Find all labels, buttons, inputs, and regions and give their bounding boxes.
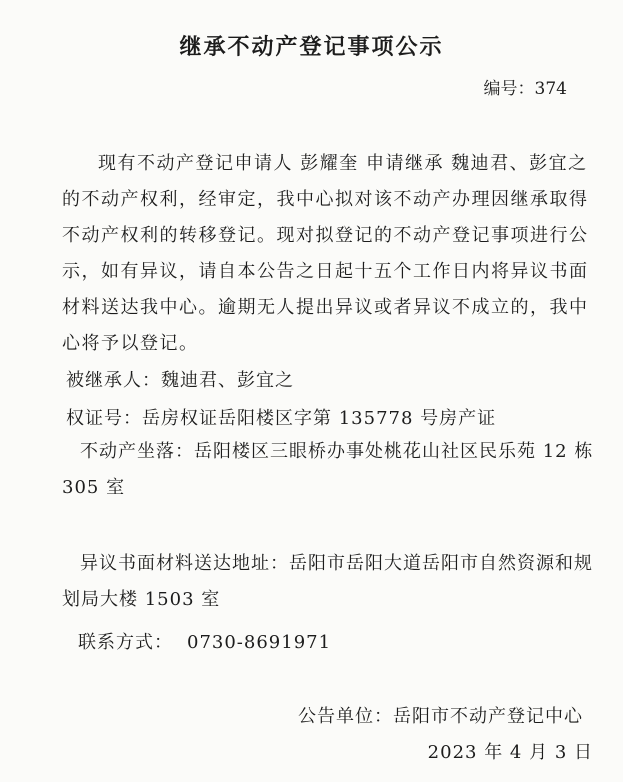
address-label: 异议书面材料送达地址： — [80, 553, 289, 574]
decedent-value: 魏迪君、彭宜之 — [161, 370, 294, 391]
contact-line — [78, 628, 331, 654]
issue-date: 2023 年 4 月 3 日 — [427, 742, 593, 763]
decedent-line — [66, 366, 294, 392]
issuer-value: 岳阳市不动产登记中心 — [393, 706, 583, 727]
address-block — [62, 546, 604, 618]
document-number: 编号：374 — [483, 79, 567, 99]
address-value: 岳阳市岳阳大道岳阳市自然资源和规划局大楼 1503 室 — [62, 553, 593, 610]
location-value: 岳阳楼区三眼桥办事处桃花山社区民乐苑 12 栋 305 室 — [62, 441, 594, 498]
notice-paragraph: 现有不动产登记申请人 彭耀奎 申请继承 魏迪君、彭宜之 的不动产权利，经审定，我中心拟对该不动产办理因继承取得不动产权利的转移登记。现对拟登记的不动产登记事项进行公示，如有异议，请自本公告之日起十五个工作日内将异议书面材料送达我中心。逾期无人提出异议或者异议不成立的，我中心将予以登记。 — [62, 153, 589, 354]
decedent-label: 被继承人： — [66, 370, 161, 391]
certificate-label: 权证号： — [66, 408, 142, 429]
contact-label: 联系方式： — [78, 632, 173, 653]
contact-value: 0730-8691971 — [187, 632, 332, 653]
issuer-line — [298, 702, 583, 728]
certificate-value: 岳房权证岳阳楼区字第 135778 号房产证 — [142, 408, 497, 429]
document-title: 继承不动产登记事项公示 — [179, 35, 444, 60]
issuer-label: 公告单位： — [298, 706, 393, 727]
certificate-line — [66, 404, 496, 430]
location-block — [62, 434, 604, 506]
location-label: 不动产坐落： — [80, 441, 194, 462]
